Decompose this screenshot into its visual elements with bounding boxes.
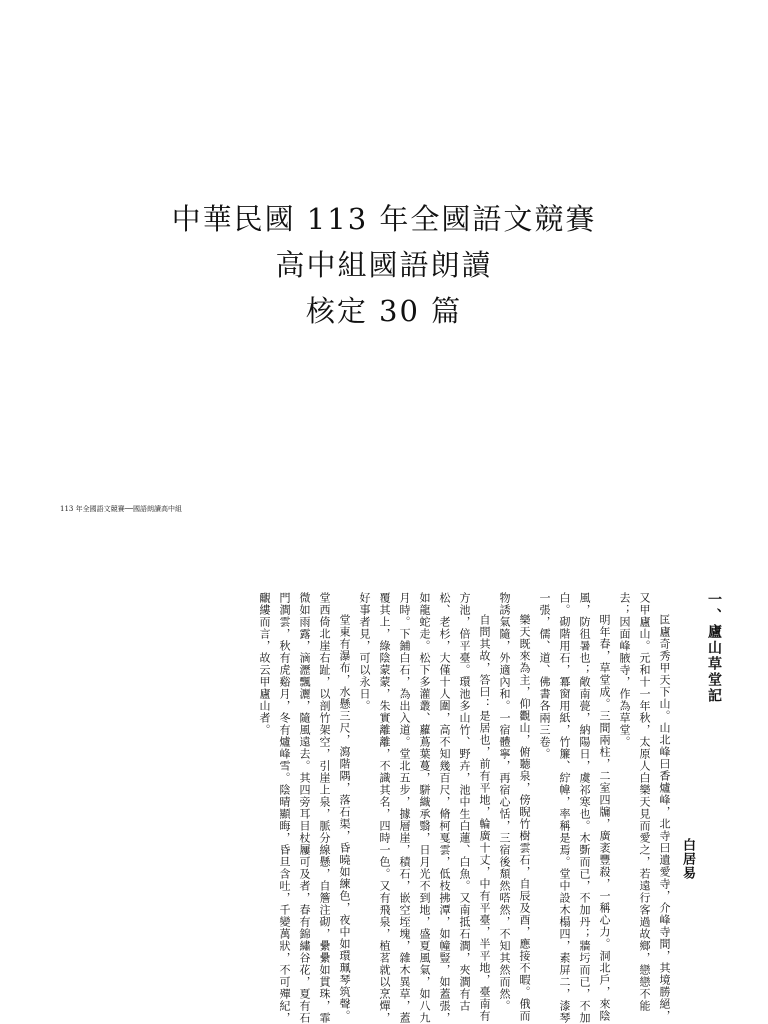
article-paragraph-2: 明年春，草堂成。三間兩柱，二室四牖，廣袤豐殺，一稱心力。洞北戶，來陰風，防徂暑也；敞南甍，納陽日，虞祁寒也。木斲而已，不加丹；牆圬而已，不加白。砌階用石，冪窗用紙，竹簾、紵幃，率稱是焉。堂中設木榻四，素屏二，漆琴一張，儒、道、佛書各兩三卷。 [538, 592, 611, 1024]
article-body [0, 592, 768, 1024]
vertical-text-column [254, 592, 728, 1024]
cover-title [0, 196, 768, 334]
article-paragraph-1: 匡廬奇秀甲天下山。山北峰曰香爐峰，北寺曰遺愛寺，介峰寺間，其境勝絕，又甲廬山。元和十一年秋，太原人白樂天見而愛之，若遠行客過故鄉，戀戀不能去；因面峰腋寺，作為草堂。 [618, 592, 671, 1022]
article-paragraph-4: 自問其故，答曰：是居也，前有平地，輪廣十丈，中有平臺，半平地，臺南有方池，倍平臺。環池多山竹、野卉，池中生白蓮、白魚。又南抵石澗，夾澗有古松、老杉，大僅十人圍，高不知幾百尺，脩柯戛雲，低枝拂潭，如幢豎，如蓋張，如龍蛇走。松下多灌叢、蘿蔦葉蔓，駢織承翳，日月光不到地，盛夏風氣，如八九月時。下鋪白石，為出入道。堂北五步，據層崖，積石，嵌空垤塊，雜木異草，蓋覆其上，綠陰蒙蒙，朱實離離，不識其名，四時一色。又有飛泉，植茗就以烹燀，好事者見，可以永日。 [358, 592, 491, 1024]
article-paragraph-5: 堂東有瀑布，水懸三尺，瀉階隅，落石渠，昏曉如練色，夜中如環珮琴筑聲。堂西倚北崖右趾，以剖竹架空，引崖上泉，脈分線懸，自簷注砌，纍纍如貫珠，霏微如雨露，滴瀝飄灑，隨風遠去。其四旁耳目杖屨可及者，春有錦繡谷花，夏有石門澗雲，秋有虎谿月，冬有爐峰雪。陰晴顯晦，昏旦含吐，千變萬狀，不可殫紀，覼縷而言，故云甲廬山者。 [258, 592, 351, 1024]
running-header: 113 年全國語文競賽──國語朗讀高中組 [60, 505, 183, 513]
article-paragraph-3: 樂天既來為主，仰觀山，俯聽泉，傍睨竹樹雲石，自辰及酉，應接不暇。俄而物誘氣隨，外適內和。一宿體寧，再宿心恬，三宿後頹然嗒然，不知其然而然。 [498, 592, 531, 1022]
article-author: 白居易 [680, 838, 695, 880]
article-heading: 一、廬山草堂記 [706, 592, 722, 704]
title-line-competition: 中華民國 113 年全國語文競賽 [171, 202, 597, 236]
title-line-count: 核定 30 篇 [305, 294, 463, 328]
title-line-division: 高中組國語朗讀 [275, 248, 493, 282]
